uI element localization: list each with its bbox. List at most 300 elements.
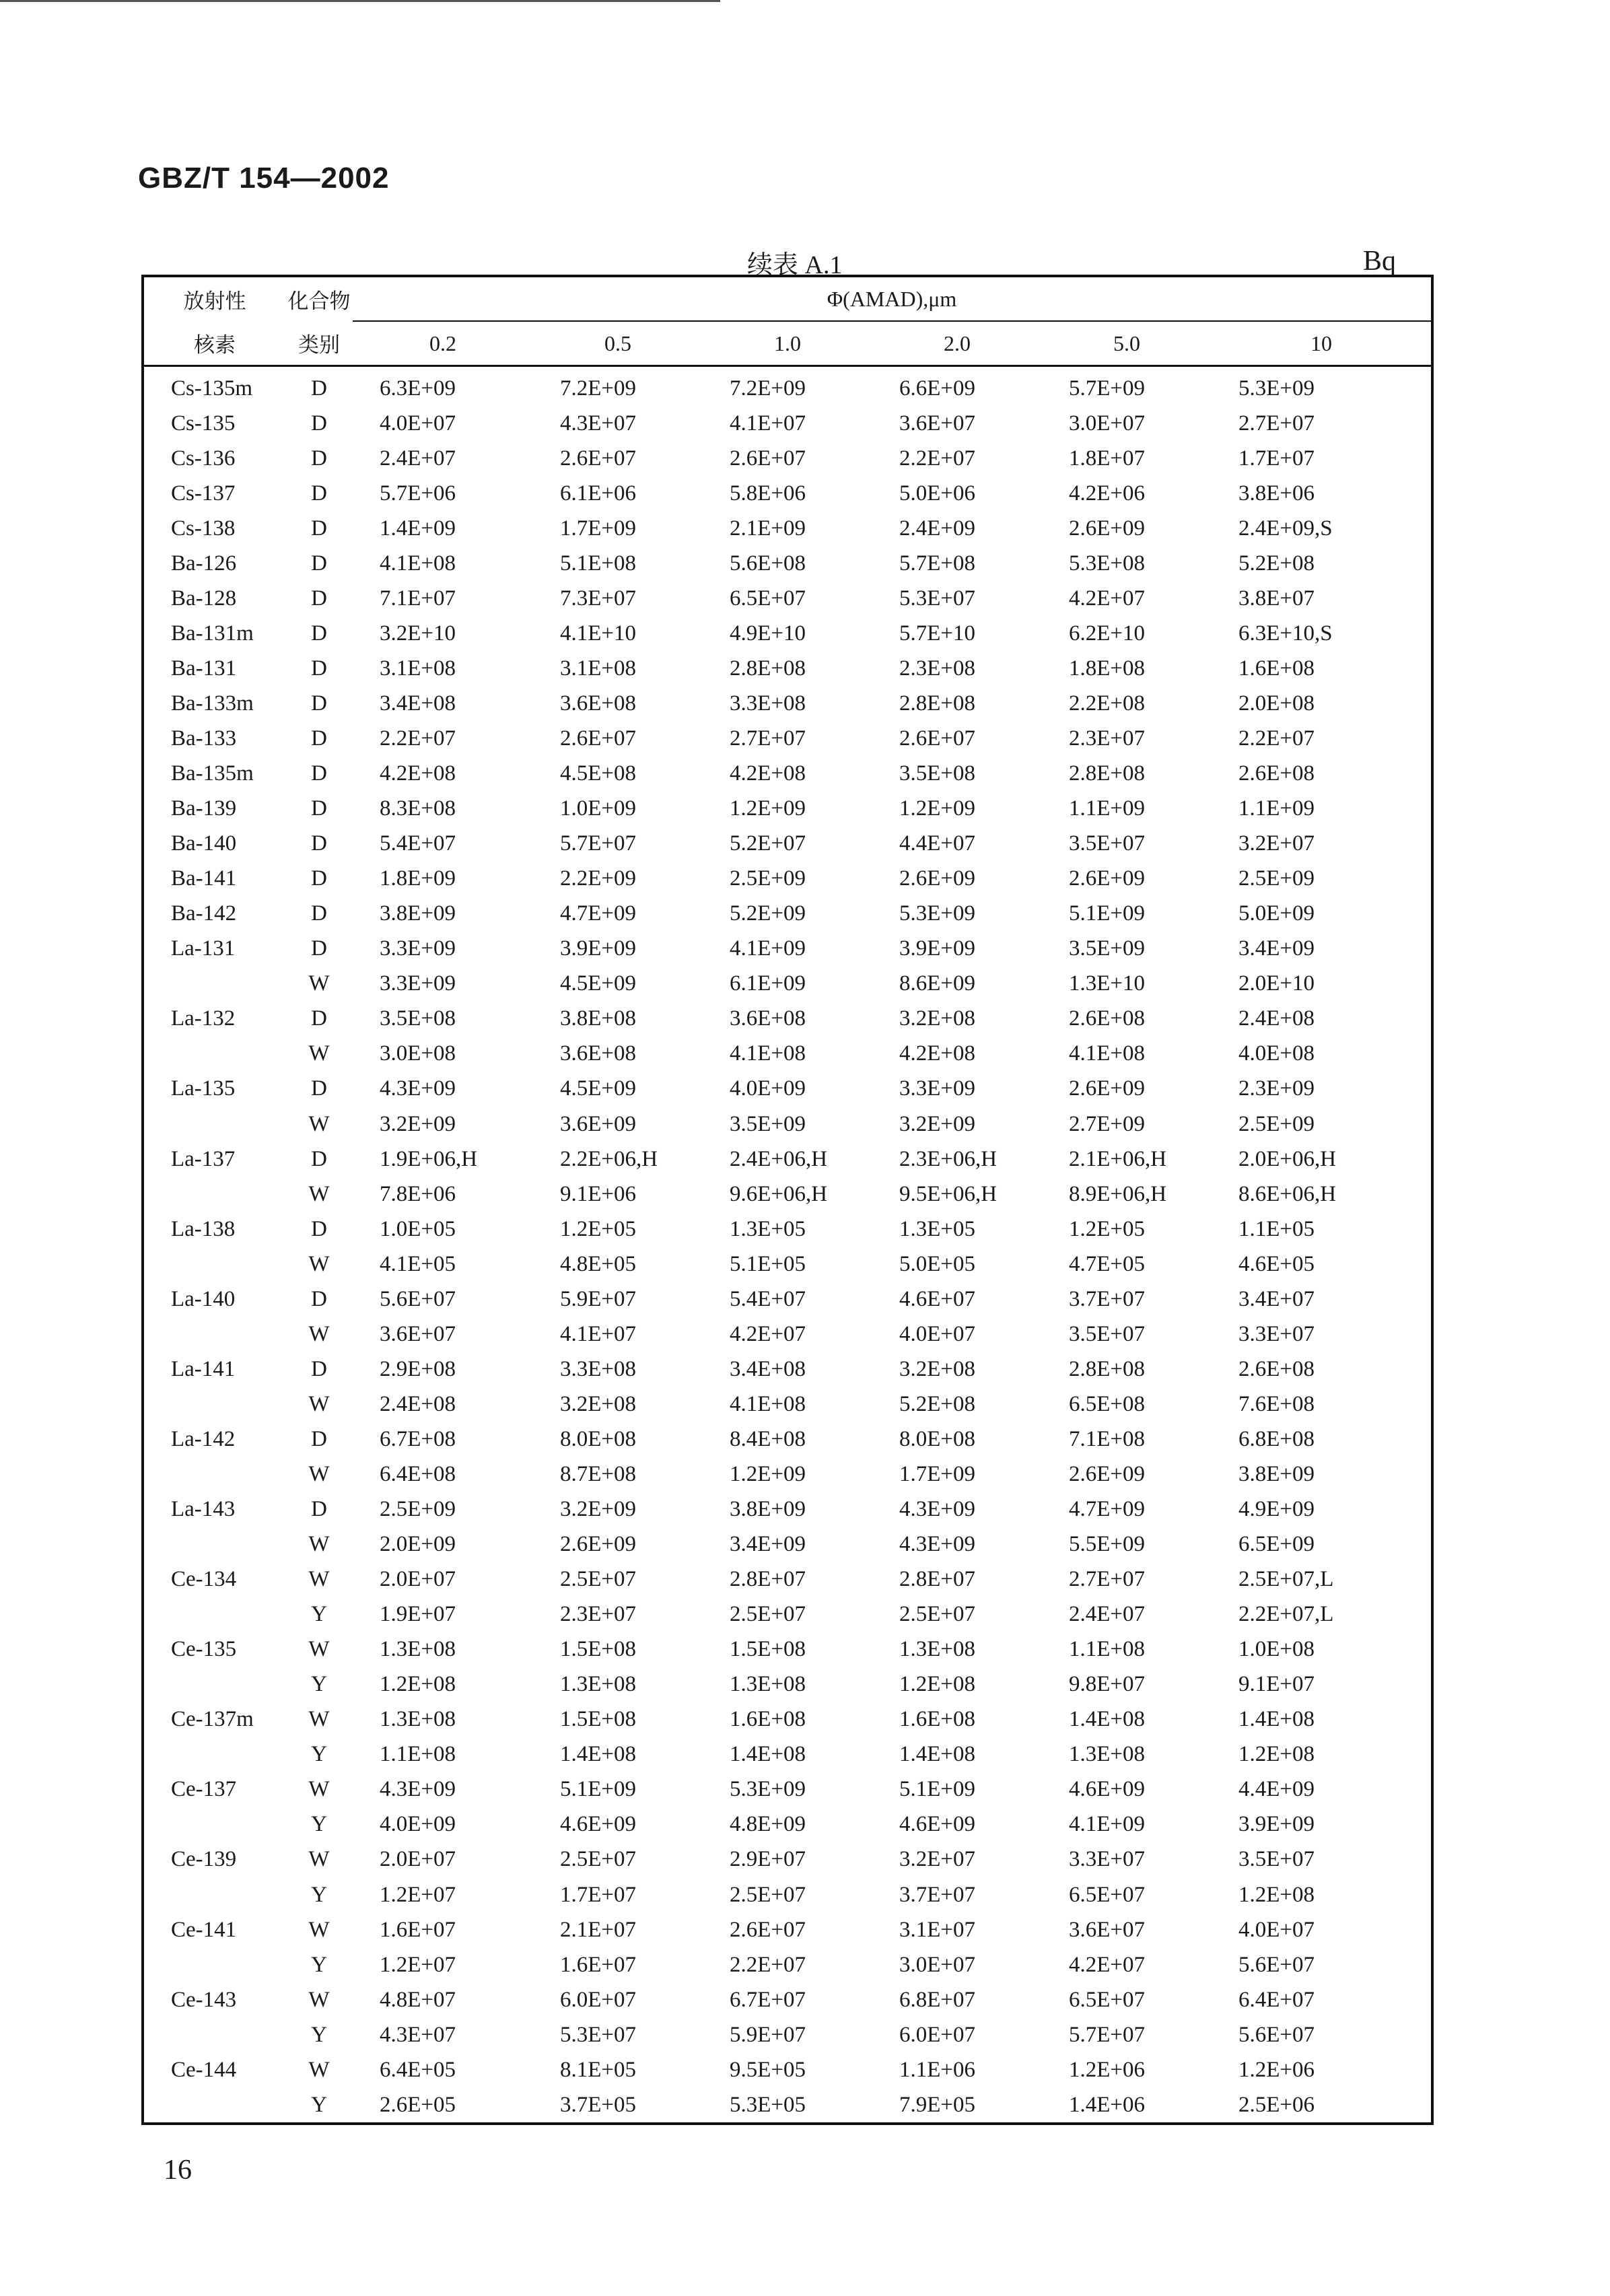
nuclide-cell: Ba-133 <box>171 726 237 751</box>
table-row <box>144 827 1431 862</box>
value-cell: 2.6E+09 <box>1069 1076 1146 1101</box>
value-cell: 3.8E+09 <box>380 901 456 926</box>
value-cell: 5.6E+07 <box>380 1286 456 1311</box>
value-cell: 1.4E+06 <box>1069 2092 1146 2117</box>
value-cell: 3.7E+07 <box>1069 1286 1146 1311</box>
value-cell: 3.3E+09 <box>899 1076 976 1101</box>
table-row <box>144 616 1431 651</box>
value-cell: 4.2E+08 <box>730 761 806 786</box>
value-cell: 5.7E+06 <box>380 481 456 506</box>
value-cell: 3.0E+07 <box>1069 411 1146 436</box>
compound-class-cell: W <box>308 1321 330 1346</box>
value-cell: 4.2E+08 <box>380 761 456 786</box>
table-row <box>144 1737 1431 1772</box>
value-cell: 1.4E+08 <box>730 1742 806 1767</box>
compound-class-cell: W <box>308 1777 330 1802</box>
value-cell: 4.2E+06 <box>1069 481 1146 506</box>
value-cell: 4.1E+05 <box>380 1251 456 1276</box>
value-cell: 1.2E+06 <box>1069 2057 1146 2082</box>
table-row <box>144 2052 1431 2087</box>
value-cell: 4.3E+07 <box>380 2022 456 2047</box>
value-cell: 6.8E+08 <box>1238 1426 1315 1451</box>
nuclide-cell: Ce-144 <box>171 2057 237 2082</box>
value-cell: 2.5E+09 <box>1238 866 1315 891</box>
value-cell: 1.1E+09 <box>1069 796 1146 821</box>
compound-class-cell: W <box>308 971 330 996</box>
value-cell: 4.2E+07 <box>1069 1952 1146 1977</box>
table-row <box>144 366 1431 407</box>
compound-class-cell: D <box>311 796 327 821</box>
value-cell: 1.5E+08 <box>560 1707 637 1732</box>
compound-class-cell: Y <box>311 1882 327 1907</box>
table-row <box>144 651 1431 686</box>
value-cell: 2.2E+07 <box>730 1952 806 1977</box>
value-cell: 1.1E+09 <box>1238 796 1315 821</box>
value-cell: 3.8E+09 <box>730 1497 806 1522</box>
value-cell: 3.2E+10 <box>380 621 456 646</box>
value-cell: 1.4E+08 <box>1069 1707 1146 1732</box>
value-cell: 3.8E+06 <box>1238 481 1315 506</box>
table-row <box>144 1212 1431 1247</box>
value-cell: 2.6E+09 <box>560 1532 637 1557</box>
compound-class-cell: D <box>311 866 327 891</box>
compound-class-cell: Y <box>311 1672 327 1697</box>
value-cell: 5.1E+05 <box>730 1251 806 1276</box>
table-row <box>144 2017 1431 2052</box>
value-cell: 2.4E+06,H <box>730 1146 828 1171</box>
value-cell: 2.0E+09 <box>380 1532 456 1557</box>
value-cell: 1.2E+06 <box>1238 2057 1315 2082</box>
value-cell: 7.9E+05 <box>899 2092 976 2117</box>
value-cell: 3.2E+08 <box>899 1006 976 1031</box>
value-cell: 2.6E+09 <box>1069 866 1146 891</box>
nuclide-cell <box>144 1807 285 1842</box>
value-cell: 1.7E+09 <box>899 1461 976 1486</box>
value-cell: 3.0E+08 <box>380 1041 456 1066</box>
value-cell: 3.4E+09 <box>730 1532 806 1557</box>
value-cell: 2.6E+08 <box>1238 1356 1315 1381</box>
value-cell: 5.3E+07 <box>899 586 976 611</box>
value-cell: 7.3E+07 <box>560 586 637 611</box>
table-row <box>144 1387 1431 1422</box>
nuclide-cell: La-143 <box>171 1497 236 1522</box>
nuclide-cell <box>144 1107 285 1142</box>
value-cell: 3.9E+09 <box>1238 1812 1315 1837</box>
header-size-3: 2.0 <box>872 321 1042 366</box>
value-cell: 3.9E+09 <box>899 936 976 961</box>
value-cell: 5.3E+09 <box>1238 376 1315 401</box>
value-cell: 5.4E+07 <box>730 1286 806 1311</box>
compound-class-cell: W <box>308 1461 330 1486</box>
value-cell: 1.2E+09 <box>730 1461 806 1486</box>
value-cell: 3.2E+09 <box>380 1111 456 1136</box>
value-cell: 5.0E+05 <box>899 1251 976 1276</box>
nuclide-cell <box>144 1247 285 1282</box>
value-cell: 3.6E+08 <box>560 691 637 716</box>
value-cell: 3.1E+07 <box>899 1917 976 1942</box>
value-cell: 5.4E+07 <box>380 831 456 856</box>
value-cell: 6.1E+09 <box>730 971 806 996</box>
nuclide-cell: Ce-134 <box>171 1567 237 1592</box>
value-cell: 1.4E+09 <box>380 516 456 541</box>
value-cell: 1.9E+06,H <box>380 1146 478 1171</box>
value-cell: 2.5E+07 <box>560 1847 637 1872</box>
table-row <box>144 1912 1431 1947</box>
value-cell: 2.8E+07 <box>899 1567 976 1592</box>
value-cell: 3.4E+07 <box>1238 1286 1315 1311</box>
value-cell: 2.7E+09 <box>1069 1111 1146 1136</box>
value-cell: 2.0E+07 <box>380 1847 456 1872</box>
value-cell: 5.3E+09 <box>899 901 976 926</box>
table-row <box>144 686 1431 721</box>
value-cell: 1.2E+05 <box>1069 1216 1146 1241</box>
table-row <box>144 721 1431 756</box>
value-cell: 3.3E+08 <box>730 691 806 716</box>
nuclide-cell: Ce-137m <box>171 1707 254 1732</box>
value-cell: 5.1E+08 <box>560 551 637 576</box>
nuclide-cell <box>144 1527 285 1562</box>
table-row <box>144 476 1431 511</box>
value-cell: 1.9E+07 <box>380 1602 456 1627</box>
nuclide-cell: Ba-126 <box>171 551 237 576</box>
value-cell: 4.6E+09 <box>1069 1777 1146 1802</box>
table-row <box>144 792 1431 827</box>
value-cell: 3.2E+07 <box>899 1847 976 1872</box>
value-cell: 5.6E+07 <box>1238 1952 1315 1977</box>
value-cell: 3.2E+09 <box>560 1497 637 1522</box>
nuclide-cell: Ba-141 <box>171 866 237 891</box>
compound-class-cell: D <box>311 1146 327 1171</box>
value-cell: 3.5E+08 <box>380 1006 456 1031</box>
value-cell: 6.1E+06 <box>560 481 637 506</box>
table-row <box>144 441 1431 476</box>
value-cell: 1.5E+08 <box>560 1637 637 1662</box>
value-cell: 3.5E+09 <box>1069 936 1146 961</box>
value-cell: 3.3E+07 <box>1238 1321 1315 1346</box>
value-cell: 2.1E+06,H <box>1069 1146 1167 1171</box>
value-cell: 2.4E+08 <box>1238 1006 1315 1031</box>
table-row <box>144 546 1431 581</box>
value-cell: 5.0E+09 <box>1238 901 1315 926</box>
value-cell: 2.8E+08 <box>730 656 806 681</box>
table-row <box>144 511 1431 546</box>
table-caption: 续表 A.1 <box>747 251 843 279</box>
value-cell: 5.7E+07 <box>1069 2022 1146 2047</box>
table-row <box>144 2087 1431 2122</box>
table-header <box>144 277 1431 366</box>
nuclide-cell: Ba-142 <box>171 901 237 926</box>
value-cell: 4.9E+09 <box>1238 1497 1315 1522</box>
value-cell: 3.2E+08 <box>899 1356 976 1381</box>
value-cell: 7.1E+08 <box>1069 1426 1146 1451</box>
value-cell: 1.3E+08 <box>380 1707 456 1732</box>
value-cell: 4.4E+07 <box>899 831 976 856</box>
compound-class-cell: W <box>308 1181 330 1206</box>
compound-class-cell: D <box>311 1426 327 1451</box>
value-cell: 2.5E+07 <box>560 1567 637 1592</box>
nuclide-cell: Ba-131m <box>171 621 254 646</box>
value-cell: 4.9E+10 <box>730 621 806 646</box>
nuclide-cell: La-138 <box>171 1216 236 1241</box>
value-cell: 1.1E+08 <box>1069 1637 1146 1662</box>
value-cell: 5.7E+07 <box>560 831 637 856</box>
value-cell: 2.8E+07 <box>730 1567 806 1592</box>
compound-class-cell: D <box>311 656 327 681</box>
value-cell: 1.2E+08 <box>1238 1742 1315 1767</box>
value-cell: 1.8E+07 <box>1069 446 1146 471</box>
header-phi-amad: Φ(AMAD),μm <box>353 277 1431 321</box>
value-cell: 2.2E+06,H <box>560 1146 658 1171</box>
nuclide-cell <box>144 1387 285 1422</box>
value-cell: 6.5E+09 <box>1238 1532 1315 1557</box>
nuclide-cell: La-142 <box>171 1426 236 1451</box>
value-cell: 4.6E+09 <box>560 1812 637 1837</box>
compound-class-cell: D <box>311 551 327 576</box>
nuclide-cell <box>144 2017 285 2052</box>
compound-class-cell: W <box>308 1847 330 1872</box>
value-cell: 3.1E+08 <box>560 656 637 681</box>
compound-class-cell: Y <box>311 2092 327 2117</box>
nuclide-cell <box>144 1457 285 1492</box>
nuclide-cell: Ba-135m <box>171 761 254 786</box>
value-cell: 4.6E+05 <box>1238 1251 1315 1276</box>
document-code: GBZ/T 154—2002 <box>138 162 390 195</box>
value-cell: 1.3E+08 <box>899 1637 976 1662</box>
value-cell: 2.5E+07,L <box>1238 1567 1334 1592</box>
compound-class-cell: D <box>311 901 327 926</box>
table-row <box>144 862 1431 897</box>
table-row <box>144 1772 1431 1807</box>
value-cell: 8.0E+08 <box>560 1426 637 1451</box>
value-cell: 6.2E+10 <box>1069 621 1146 646</box>
value-cell: 2.3E+07 <box>1069 726 1146 751</box>
value-cell: 1.7E+07 <box>1238 446 1315 471</box>
value-cell: 2.6E+07 <box>560 726 637 751</box>
value-cell: 3.4E+08 <box>380 691 456 716</box>
value-cell: 1.1E+06 <box>899 2057 976 2082</box>
value-cell: 3.6E+07 <box>380 1321 456 1346</box>
compound-class-cell: W <box>308 2057 330 2082</box>
compound-class-cell: W <box>308 1637 330 1662</box>
value-cell: 6.7E+07 <box>730 1987 806 2012</box>
compound-class-cell: D <box>311 1356 327 1381</box>
value-cell: 4.0E+09 <box>380 1812 456 1837</box>
value-cell: 3.7E+05 <box>560 2092 637 2117</box>
table-body <box>144 366 1431 2123</box>
value-cell: 1.0E+09 <box>560 796 637 821</box>
value-cell: 6.5E+08 <box>1069 1391 1146 1416</box>
compound-class-cell: D <box>311 411 327 436</box>
value-cell: 9.1E+06 <box>560 1181 637 1206</box>
value-cell: 3.6E+08 <box>730 1006 806 1031</box>
value-cell: 2.6E+08 <box>1069 1006 1146 1031</box>
compound-class-cell: W <box>308 1707 330 1732</box>
value-cell: 5.7E+09 <box>1069 376 1146 401</box>
value-cell: 2.7E+07 <box>1238 411 1315 436</box>
value-cell: 3.7E+07 <box>899 1882 976 1907</box>
table-row <box>144 1317 1431 1352</box>
value-cell: 2.6E+07 <box>560 446 637 471</box>
header-class-line2: 类别 <box>285 321 353 366</box>
table-row <box>144 1982 1431 2017</box>
value-cell: 5.1E+09 <box>899 1777 976 1802</box>
compound-class-cell: D <box>311 831 327 856</box>
nuclide-cell: Ce-139 <box>171 1847 237 1872</box>
compound-class-cell: D <box>311 516 327 541</box>
value-cell: 5.0E+06 <box>899 481 976 506</box>
unit-label: Bq <box>1363 246 1397 277</box>
nuclide-cell: La-137 <box>171 1146 236 1171</box>
value-cell: 8.9E+06,H <box>1069 1181 1167 1206</box>
value-cell: 2.0E+06,H <box>1238 1146 1337 1171</box>
value-cell: 3.4E+08 <box>730 1356 806 1381</box>
value-cell: 2.6E+07 <box>730 446 806 471</box>
value-cell: 9.1E+07 <box>1238 1672 1315 1697</box>
value-cell: 2.4E+09 <box>899 516 976 541</box>
value-cell: 4.1E+08 <box>730 1391 806 1416</box>
compound-class-cell: D <box>311 446 327 471</box>
value-cell: 5.2E+09 <box>730 901 806 926</box>
nuclide-cell: Cs-136 <box>171 446 236 471</box>
value-cell: 4.3E+07 <box>560 411 637 436</box>
header-size-0: 0.2 <box>353 321 533 366</box>
value-cell: 1.3E+05 <box>899 1216 976 1241</box>
value-cell: 4.2E+07 <box>730 1321 806 1346</box>
table-row <box>144 1247 1431 1282</box>
nuclide-cell: Cs-135 <box>171 411 236 436</box>
value-cell: 4.1E+08 <box>380 551 456 576</box>
value-cell: 4.5E+08 <box>560 761 637 786</box>
table-row <box>144 757 1431 792</box>
value-cell: 1.8E+08 <box>1069 656 1146 681</box>
value-cell: 4.1E+07 <box>730 411 806 436</box>
value-cell: 5.1E+09 <box>560 1777 637 1802</box>
value-cell: 2.6E+09 <box>1069 1461 1146 1486</box>
compound-class-cell: D <box>311 936 327 961</box>
header-class-line1: 化合物 <box>287 289 351 314</box>
value-cell: 5.1E+09 <box>1069 901 1146 926</box>
value-cell: 8.7E+08 <box>560 1461 637 1486</box>
value-cell: 3.5E+07 <box>1069 1321 1146 1346</box>
value-cell: 6.3E+10,S <box>1238 621 1333 646</box>
value-cell: 3.1E+08 <box>380 656 456 681</box>
table-row <box>144 1632 1431 1667</box>
value-cell: 4.4E+09 <box>1238 1777 1315 1802</box>
table-row <box>144 581 1431 616</box>
value-cell: 8.0E+08 <box>899 1426 976 1451</box>
nuclide-cell: Ba-128 <box>171 586 237 611</box>
value-cell: 5.7E+10 <box>899 621 976 646</box>
table-row <box>144 1422 1431 1457</box>
value-cell: 7.6E+08 <box>1238 1391 1315 1416</box>
value-cell: 3.5E+08 <box>899 761 976 786</box>
compound-class-cell: D <box>311 481 327 506</box>
value-cell: 5.3E+07 <box>560 2022 637 2047</box>
value-cell: 2.5E+07 <box>899 1602 976 1627</box>
value-cell: 2.4E+09,S <box>1238 516 1333 541</box>
value-cell: 4.7E+09 <box>560 901 637 926</box>
value-cell: 7.1E+07 <box>380 586 456 611</box>
nuclide-cell <box>144 967 285 1002</box>
value-cell: 4.0E+09 <box>730 1076 806 1101</box>
value-cell: 1.6E+07 <box>560 1952 637 1977</box>
value-cell: 4.1E+09 <box>730 936 806 961</box>
header-size-4: 5.0 <box>1042 321 1212 366</box>
value-cell: 4.1E+07 <box>560 1321 637 1346</box>
value-cell: 1.4E+08 <box>560 1742 637 1767</box>
value-cell: 7.2E+09 <box>560 376 637 401</box>
value-cell: 2.2E+07 <box>1238 726 1315 751</box>
value-cell: 5.7E+08 <box>899 551 976 576</box>
compound-class-cell: D <box>311 1286 327 1311</box>
value-cell: 2.9E+08 <box>380 1356 456 1381</box>
nuclide-cell: La-131 <box>171 936 236 961</box>
value-cell: 6.0E+07 <box>560 1987 637 2012</box>
value-cell: 6.3E+09 <box>380 376 456 401</box>
value-cell: 2.5E+07 <box>730 1602 806 1627</box>
value-cell: 4.2E+08 <box>899 1041 976 1066</box>
value-cell: 2.0E+07 <box>380 1567 456 1592</box>
table-row <box>144 1107 1431 1142</box>
value-cell: 3.6E+09 <box>560 1111 637 1136</box>
value-cell: 5.2E+07 <box>730 831 806 856</box>
value-cell: 4.2E+07 <box>1069 586 1146 611</box>
nuclide-cell <box>144 1597 285 1632</box>
value-cell: 5.9E+07 <box>560 1286 637 1311</box>
value-cell: 1.2E+09 <box>730 796 806 821</box>
compound-class-cell: D <box>311 1216 327 1241</box>
compound-class-cell: Y <box>311 1742 327 1767</box>
compound-class-cell: Y <box>311 2022 327 2047</box>
value-cell: 2.1E+09 <box>730 516 806 541</box>
value-cell: 9.5E+06,H <box>899 1181 998 1206</box>
compound-class-cell: W <box>308 1917 330 1942</box>
value-cell: 1.1E+05 <box>1238 1216 1315 1241</box>
nuclide-cell: Ce-143 <box>171 1987 237 2012</box>
dose-limit-table <box>144 277 1431 2122</box>
value-cell: 5.2E+08 <box>1238 551 1315 576</box>
nuclide-cell <box>144 1877 285 1912</box>
value-cell: 6.6E+09 <box>899 376 976 401</box>
value-cell: 4.5E+09 <box>560 1076 637 1101</box>
nuclide-cell: Ba-139 <box>171 796 237 821</box>
value-cell: 2.0E+08 <box>1238 691 1315 716</box>
table-row <box>144 897 1431 932</box>
value-cell: 2.6E+05 <box>380 2092 456 2117</box>
value-cell: 3.3E+09 <box>380 971 456 996</box>
value-cell: 1.1E+08 <box>380 1742 456 1767</box>
value-cell: 6.5E+07 <box>1069 1987 1146 2012</box>
compound-class-cell: D <box>311 1076 327 1101</box>
value-cell: 5.9E+07 <box>730 2022 806 2047</box>
value-cell: 4.3E+09 <box>899 1532 976 1557</box>
value-cell: 4.8E+09 <box>730 1812 806 1837</box>
value-cell: 4.7E+05 <box>1069 1251 1146 1276</box>
value-cell: 2.6E+08 <box>1238 761 1315 786</box>
header-size-5: 10 <box>1212 321 1431 366</box>
value-cell: 1.2E+08 <box>899 1672 976 1697</box>
value-cell: 3.5E+07 <box>1238 1847 1315 1872</box>
table-row <box>144 1457 1431 1492</box>
value-cell: 2.6E+07 <box>730 1917 806 1942</box>
value-cell: 1.3E+10 <box>1069 971 1146 996</box>
value-cell: 3.9E+09 <box>560 936 637 961</box>
nuclide-cell: Ce-137 <box>171 1777 237 1802</box>
value-cell: 4.5E+09 <box>560 971 637 996</box>
value-cell: 8.3E+08 <box>380 796 456 821</box>
value-cell: 2.2E+08 <box>1069 691 1146 716</box>
table-row <box>144 1527 1431 1562</box>
